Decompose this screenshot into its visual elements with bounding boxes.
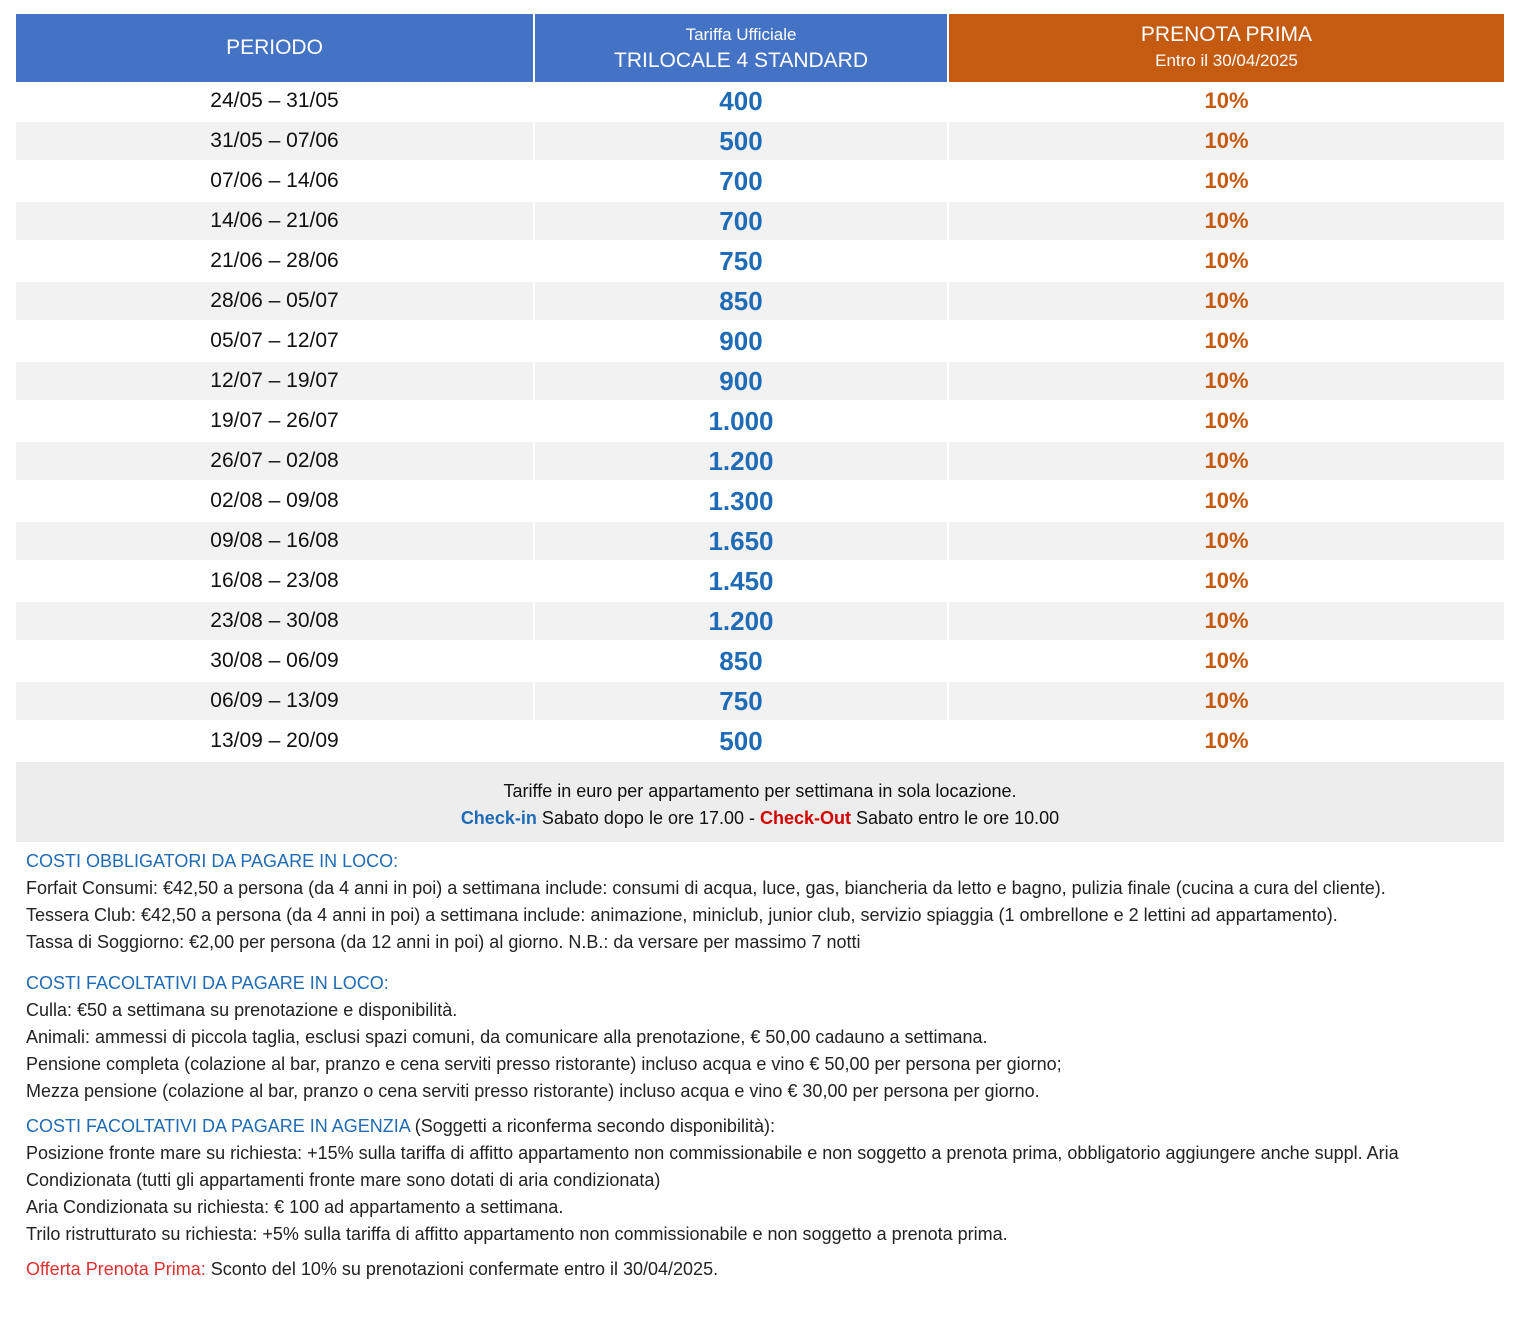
price-cell: 1.000 <box>534 401 948 441</box>
price-cell: 1.200 <box>534 441 948 481</box>
table-row <box>16 641 1504 681</box>
price-cell: 700 <box>534 201 948 241</box>
table-row <box>16 481 1504 521</box>
checkin-label: Check-in <box>460 808 537 828</box>
period-cell: 19/07 – 26/07 <box>16 401 534 441</box>
list-item: Posizione fronte mare su richiesta: +15% sulla tariffa di affitto appartamento non commissionabile e non soggetto a prenota prima, obbligatorio aggiungere anche suppl. Aria Condizionata (tutti gli appartamenti fronte mare sono dotati di aria condizionata) <box>26 1143 1399 1190</box>
table-row <box>16 201 1504 241</box>
price-cell: 750 <box>534 681 948 721</box>
price-cell: 400 <box>534 82 948 121</box>
discount-cell: 10% <box>948 681 1504 721</box>
list-item: Pensione completa (colazione al bar, pranzo e cena serviti presso ristorante) incluso acqua e vino € 50,00 per persona per giorno; <box>26 1054 1062 1074</box>
optional-agency-costs-heading <box>26 1113 1504 1140</box>
header-early-line2: Entro il 30/04/2025 <box>1155 51 1298 70</box>
header-tariff-line2: TRILOCALE 4 STANDARD <box>614 49 868 72</box>
table-row <box>16 281 1504 321</box>
price-cell: 900 <box>534 361 948 401</box>
header-tariff <box>534 14 948 82</box>
rates-note-line1: Tariffe in euro per appartamento per settimana in sola locazione. <box>503 781 1017 801</box>
list-item: Tessera Club: €42,50 a persona (da 4 anni in poi) a settimana include: animazione, miniclub, junior club, servizio spiaggia (1 ombrellone e 2 lettini ad appartamento). <box>26 905 1338 925</box>
period-cell: 31/05 – 07/06 <box>16 121 534 161</box>
price-list <box>16 14 1504 1283</box>
price-cell: 850 <box>534 281 948 321</box>
optional-agency-costs-title: COSTI FACOLTATIVI DA PAGARE IN AGENZIA <box>26 1116 410 1136</box>
extra-costs <box>16 848 1504 1283</box>
discount-cell: 10% <box>948 281 1504 321</box>
checkout-text: Sabato entro le ore 10.00 <box>851 808 1060 828</box>
price-cell: 750 <box>534 241 948 281</box>
header-early-booking <box>948 14 1504 82</box>
table-header-row <box>16 14 1504 82</box>
table-row <box>16 361 1504 401</box>
discount-cell: 10% <box>948 121 1504 161</box>
table-row <box>16 121 1504 161</box>
price-cell: 500 <box>534 121 948 161</box>
table-row <box>16 681 1504 721</box>
header-early-line1: PRENOTA PRIMA <box>1140 23 1313 46</box>
period-cell: 14/06 – 21/06 <box>16 201 534 241</box>
period-cell: 12/07 – 19/07 <box>16 361 534 401</box>
table-row <box>16 601 1504 641</box>
price-cell: 1.450 <box>534 561 948 601</box>
list-item: Trilo ristrutturato su richiesta: +5% sulla tariffa di affitto appartamento non commissionabile e non soggetto a prenota prima. <box>26 1224 1008 1244</box>
price-cell: 850 <box>534 641 948 681</box>
list-item: Animali: ammessi di piccola taglia, esclusi spazi comuni, da comunicare alla prenotazione, € 50,00 cadauno a settimana. <box>26 1027 988 1047</box>
table-row <box>16 161 1504 201</box>
table-row <box>16 561 1504 601</box>
checkin-text: Sabato dopo le ore 17.00 - <box>536 808 761 828</box>
discount-cell: 10% <box>948 441 1504 481</box>
period-cell: 13/09 – 20/09 <box>16 721 534 761</box>
mandatory-costs <box>26 848 1504 956</box>
period-cell: 02/08 – 09/08 <box>16 481 534 521</box>
discount-cell: 10% <box>948 481 1504 521</box>
discount-cell: 10% <box>948 521 1504 561</box>
period-cell: 23/08 – 30/08 <box>16 601 534 641</box>
discount-cell: 10% <box>948 82 1504 121</box>
price-cell: 500 <box>534 721 948 761</box>
discount-cell: 10% <box>948 201 1504 241</box>
period-cell: 28/06 – 05/07 <box>16 281 534 321</box>
checkout-label: Check-Out <box>760 808 852 828</box>
table-row <box>16 401 1504 441</box>
table-row <box>16 82 1504 121</box>
table-row <box>16 241 1504 281</box>
early-booking-offer <box>26 1256 1504 1283</box>
header-period: PERIODO <box>16 14 534 82</box>
optional-agency-costs-subtitle: (Soggetti a riconferma secondo disponibilità): <box>409 1116 775 1136</box>
period-cell: 09/08 – 16/08 <box>16 521 534 561</box>
optional-agency-costs <box>26 1113 1504 1248</box>
price-cell: 1.200 <box>534 601 948 641</box>
list-item: Aria Condizionata su richiesta: € 100 ad appartamento a settimana. <box>26 1197 564 1217</box>
list-item: Forfait Consumi: €42,50 a persona (da 4 anni in poi) a settimana include: consumi di acqua, luce, gas, biancheria da letto e bagno, pulizia finale (cucina a cura del cliente). <box>26 878 1386 898</box>
offer-label: Offerta Prenota Prima: <box>26 1259 206 1279</box>
checkin-checkout-line <box>16 805 1504 832</box>
period-cell: 05/07 – 12/07 <box>16 321 534 361</box>
discount-cell: 10% <box>948 721 1504 761</box>
offer-text: Sconto del 10% su prenotazioni confermate entro il 30/04/2025. <box>205 1259 719 1279</box>
period-cell: 21/06 – 28/06 <box>16 241 534 281</box>
period-cell: 06/09 – 13/09 <box>16 681 534 721</box>
rates-table <box>16 14 1504 762</box>
list-item: Culla: €50 a settimana su prenotazione e disponibilità. <box>26 1000 458 1020</box>
header-tariff-line1: Tariffa Ufficiale <box>685 25 797 44</box>
optional-local-costs-title: COSTI FACOLTATIVI DA PAGARE IN LOCO: <box>26 973 389 993</box>
discount-cell: 10% <box>948 361 1504 401</box>
table-row <box>16 521 1504 561</box>
table-row <box>16 441 1504 481</box>
period-cell: 30/08 – 06/09 <box>16 641 534 681</box>
price-cell: 1.650 <box>534 521 948 561</box>
discount-cell: 10% <box>948 321 1504 361</box>
discount-cell: 10% <box>948 161 1504 201</box>
discount-cell: 10% <box>948 241 1504 281</box>
discount-cell: 10% <box>948 401 1504 441</box>
price-cell: 900 <box>534 321 948 361</box>
price-cell: 700 <box>534 161 948 201</box>
rates-note <box>16 762 1504 842</box>
period-cell: 26/07 – 02/08 <box>16 441 534 481</box>
discount-cell: 10% <box>948 601 1504 641</box>
list-item: Tassa di Soggiorno: €2,00 per persona (da 12 anni in poi) al giorno. N.B.: da versare per massimo 7 notti <box>26 932 861 952</box>
table-row <box>16 321 1504 361</box>
period-cell: 16/08 – 23/08 <box>16 561 534 601</box>
rates-body <box>16 82 1504 761</box>
optional-local-costs <box>26 970 1504 1105</box>
table-row <box>16 721 1504 761</box>
period-cell: 07/06 – 14/06 <box>16 161 534 201</box>
discount-cell: 10% <box>948 561 1504 601</box>
period-cell: 24/05 – 31/05 <box>16 82 534 121</box>
list-item: Mezza pensione (colazione al bar, pranzo o cena serviti presso ristorante) incluso acqua e vino € 30,00 per persona per giorno. <box>26 1081 1040 1101</box>
mandatory-costs-title: COSTI OBBLIGATORI DA PAGARE IN LOCO: <box>26 851 399 871</box>
price-cell: 1.300 <box>534 481 948 521</box>
discount-cell: 10% <box>948 641 1504 681</box>
